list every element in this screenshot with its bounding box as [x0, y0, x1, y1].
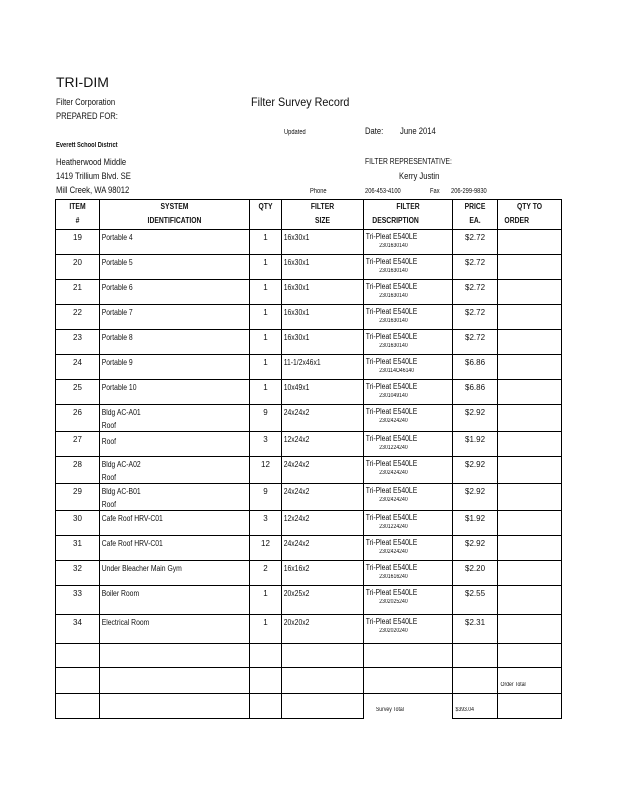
cell-qty-to-order[interactable]: [498, 484, 562, 511]
cell-item: 32: [56, 561, 100, 586]
column-header-qty-to-order: QTY TO ORDER: [498, 200, 562, 230]
cell-size: 24x24x2: [282, 536, 364, 561]
cell-system: Cafe Roof HRV-C01: [100, 536, 250, 561]
cell-qty: 1: [250, 586, 282, 615]
cell-qty: 2: [250, 561, 282, 586]
city-address: Mill Creek, WA 98012: [56, 185, 130, 195]
cell-description: Tri-Pleat E540LE 2301049140: [364, 380, 453, 405]
cell-description: Tri-Pleat E540LE 2301630140: [364, 230, 453, 255]
cell-system: Cafe Roof HRV-C01: [100, 511, 250, 536]
empty-cell: [282, 644, 364, 668]
fax-value: 206-299-9830: [451, 188, 487, 195]
cell-qty: 12: [250, 536, 282, 561]
cell-system: Bldg AC-A02 Roof: [100, 457, 250, 484]
cell-qty: 3: [250, 511, 282, 536]
cell-size: 16x16x2: [282, 561, 364, 586]
updated-label: Updated: [284, 129, 306, 136]
cell-description: Tri-Pleat E540LE 2301630140: [364, 255, 453, 280]
cell-description: Tri-Pleat E540LE 2302424240: [364, 536, 453, 561]
cell-price: $2.55: [453, 586, 498, 615]
table-row: [56, 330, 562, 355]
cell-qty: 1: [250, 380, 282, 405]
cell-item: 20: [56, 255, 100, 280]
column-header-system: SYSTEM IDENTIFICATION: [100, 200, 250, 230]
rep-name: Kerry Justin: [399, 171, 440, 181]
cell-system: Portable 9: [100, 355, 250, 380]
table-row: [56, 305, 562, 330]
cell-item: 19: [56, 230, 100, 255]
cell-qty-to-order[interactable]: [498, 330, 562, 355]
cell-size: 20x25x2: [282, 586, 364, 615]
cell-description: Tri-Pleat E540LE 2302424240: [364, 405, 453, 432]
empty-cell: [250, 694, 282, 719]
empty-cell: [100, 668, 250, 694]
table-row: [56, 405, 562, 432]
prepared-for-label: PREPARED FOR:: [56, 111, 118, 121]
table-row: [56, 255, 562, 280]
table-row: [56, 380, 562, 405]
cell-price: $2.31: [453, 615, 498, 644]
empty-cell: [56, 668, 100, 694]
cell-system: Portable 10: [100, 380, 250, 405]
cell-qty: 3: [250, 432, 282, 457]
column-header-filter-size: FILTER SIZE: [282, 200, 364, 230]
cell-qty: 1: [250, 280, 282, 305]
empty-cell: [56, 644, 100, 668]
cell-system: Portable 4: [100, 230, 250, 255]
document-title: Filter Survey Record: [251, 95, 350, 109]
cell-price: $6.86: [453, 380, 498, 405]
cell-qty-to-order[interactable]: [498, 615, 562, 644]
empty-cell[interactable]: [498, 694, 562, 719]
column-header-filter-description: FILTER DESCRIPTION: [364, 200, 453, 230]
filter-survey-table: [55, 199, 562, 719]
cell-description: Tri-Pleat E540LE 2302424240: [364, 484, 453, 511]
table-row: [56, 561, 562, 586]
cell-price: $2.72: [453, 255, 498, 280]
cell-description: Tri-Pleat E540LE 230114O46140: [364, 355, 453, 380]
cell-price: $2.92: [453, 536, 498, 561]
cell-qty-to-order[interactable]: [498, 536, 562, 561]
table-row: [56, 644, 562, 668]
school-name: Heatherwood Middle: [56, 157, 127, 167]
cell-price: $2.20: [453, 561, 498, 586]
table-row: [56, 457, 562, 484]
fax-label: Fax: [430, 188, 440, 195]
date-value: June 2014: [400, 126, 436, 136]
empty-cell: [250, 668, 282, 694]
empty-cell: [364, 694, 453, 719]
street-address: 1419 Trillium Blvd. SE: [56, 171, 131, 181]
cell-qty: 1: [250, 330, 282, 355]
cell-qty: 1: [250, 355, 282, 380]
cell-qty-to-order[interactable]: [498, 432, 562, 457]
cell-item: 30: [56, 511, 100, 536]
cell-price: $2.72: [453, 280, 498, 305]
cell-description: Tri-Pleat E540LE 2301630140: [364, 330, 453, 355]
cell-system: Electrical Room: [100, 615, 250, 644]
survey-total-value: $393.04: [455, 707, 474, 713]
cell-qty-to-order[interactable]: [498, 355, 562, 380]
cell-system: Portable 7: [100, 305, 250, 330]
cell-description: Tri-Pleat E540LE 2302025240: [364, 586, 453, 615]
rep-label: FILTER REPRESENTATIVE:: [365, 157, 452, 166]
column-header-item: ITEM #: [56, 200, 100, 230]
cell-description: Tri-Pleat E540LE 2302020240: [364, 615, 453, 644]
cell-qty-to-order[interactable]: [498, 561, 562, 586]
cell-price: $2.72: [453, 230, 498, 255]
company-subtitle: Filter Corporation: [56, 97, 116, 107]
cell-item: 24: [56, 355, 100, 380]
cell-size: 16x30x1: [282, 280, 364, 305]
table-row: [56, 668, 562, 694]
cell-item: 23: [56, 330, 100, 355]
cell-price: $2.72: [453, 330, 498, 355]
table-header-row: [56, 200, 562, 230]
cell-qty-to-order[interactable]: [498, 405, 562, 432]
cell-item: 22: [56, 305, 100, 330]
empty-cell: [282, 668, 364, 694]
empty-cell: [100, 644, 250, 668]
table-row: [56, 536, 562, 561]
cell-system: Portable 6: [100, 280, 250, 305]
cell-qty-to-order[interactable]: [498, 255, 562, 280]
cell-description: Tri-Pleat E540LE 2302424240: [364, 457, 453, 484]
table-row: [56, 615, 562, 644]
cell-item: 26: [56, 405, 100, 432]
table-row: [56, 230, 562, 255]
cell-qty: 1: [250, 230, 282, 255]
empty-cell[interactable]: [498, 644, 562, 668]
cell-qty: 9: [250, 484, 282, 511]
cell-qty-to-order[interactable]: [498, 457, 562, 484]
empty-cell: [453, 694, 498, 719]
cell-qty-to-order[interactable]: [498, 380, 562, 405]
cell-price: $2.72: [453, 305, 498, 330]
cell-description: Tri-Pleat E540LE 2301224240: [364, 511, 453, 536]
cell-description: Tri-Pleat E540LE 2301616240: [364, 561, 453, 586]
empty-cell: [100, 694, 250, 719]
cell-item: 28: [56, 457, 100, 484]
date-label: Date:: [365, 126, 384, 136]
cell-qty-to-order[interactable]: [498, 230, 562, 255]
cell-size: 16x30x1: [282, 255, 364, 280]
cell-price: $2.92: [453, 457, 498, 484]
cell-price: $1.92: [453, 511, 498, 536]
cell-price: $6.86: [453, 355, 498, 380]
cell-price: $2.92: [453, 405, 498, 432]
cell-qty-to-order[interactable]: [498, 280, 562, 305]
cell-size: 10x49x1: [282, 380, 364, 405]
cell-system: Under Bleacher Main Gym: [100, 561, 250, 586]
empty-cell: [453, 668, 498, 694]
cell-size: 16x30x1: [282, 330, 364, 355]
cell-size: 24x24x2: [282, 457, 364, 484]
table-row: [56, 694, 562, 719]
cell-size: 12x24x2: [282, 432, 364, 457]
cell-description: Tri-Pleat E540LE 2301630140: [364, 280, 453, 305]
column-header-qty: QTY: [250, 200, 282, 230]
empty-cell: [250, 644, 282, 668]
cell-item: 31: [56, 536, 100, 561]
phone-label: Phone: [310, 188, 327, 195]
district-name: Everett School District: [56, 142, 118, 149]
survey-total-label: Survey Total: [375, 707, 404, 713]
cell-size: 16x30x1: [282, 305, 364, 330]
cell-size: 24x24x2: [282, 484, 364, 511]
cell-system: Portable 8: [100, 330, 250, 355]
cell-qty: 1: [250, 255, 282, 280]
cell-qty-to-order[interactable]: [498, 511, 562, 536]
cell-system: Bldg AC-A01 Roof: [100, 405, 250, 432]
cell-price: $2.92: [453, 484, 498, 511]
cell-size: 11-1/2x46x1: [282, 355, 364, 380]
cell-qty: 12: [250, 457, 282, 484]
cell-size: 20x20x2: [282, 615, 364, 644]
empty-cell[interactable]: [498, 668, 562, 694]
cell-description: Tri-Pleat E540LE 2301630140: [364, 305, 453, 330]
column-header-price: PRICE EA.: [453, 200, 498, 230]
phone-value: 206-453-4100: [365, 188, 401, 195]
empty-cell: [453, 644, 498, 668]
cell-system: Bldg AC-B01 Roof: [100, 484, 250, 511]
empty-cell: [282, 694, 364, 719]
cell-qty: 1: [250, 305, 282, 330]
table-row: [56, 432, 562, 457]
table-row: [56, 586, 562, 615]
empty-cell: [56, 694, 100, 719]
cell-item: 33: [56, 586, 100, 615]
table-row: [56, 355, 562, 380]
company-name: TRI-DIM: [56, 74, 109, 90]
cell-qty-to-order[interactable]: [498, 586, 562, 615]
table-row: [56, 484, 562, 511]
cell-system: Roof: [100, 432, 250, 457]
order-total-label: Order Total: [500, 682, 526, 688]
cell-size: 12x24x2: [282, 511, 364, 536]
cell-item: 34: [56, 615, 100, 644]
cell-item: 25: [56, 380, 100, 405]
cell-item: 29: [56, 484, 100, 511]
cell-item: 27: [56, 432, 100, 457]
cell-item: 21: [56, 280, 100, 305]
table-row: [56, 280, 562, 305]
empty-cell: [364, 644, 453, 668]
empty-cell: [364, 668, 453, 694]
cell-size: 16x30x1: [282, 230, 364, 255]
table-row: [56, 511, 562, 536]
cell-system: Boiler Room: [100, 586, 250, 615]
cell-price: $1.92: [453, 432, 498, 457]
cell-size: 24x24x2: [282, 405, 364, 432]
cell-qty: 9: [250, 405, 282, 432]
cell-qty-to-order[interactable]: [498, 305, 562, 330]
cell-qty: 1: [250, 615, 282, 644]
cell-system: Portable 5: [100, 255, 250, 280]
cell-description: Tri-Pleat E540LE 2301224240: [364, 432, 453, 457]
